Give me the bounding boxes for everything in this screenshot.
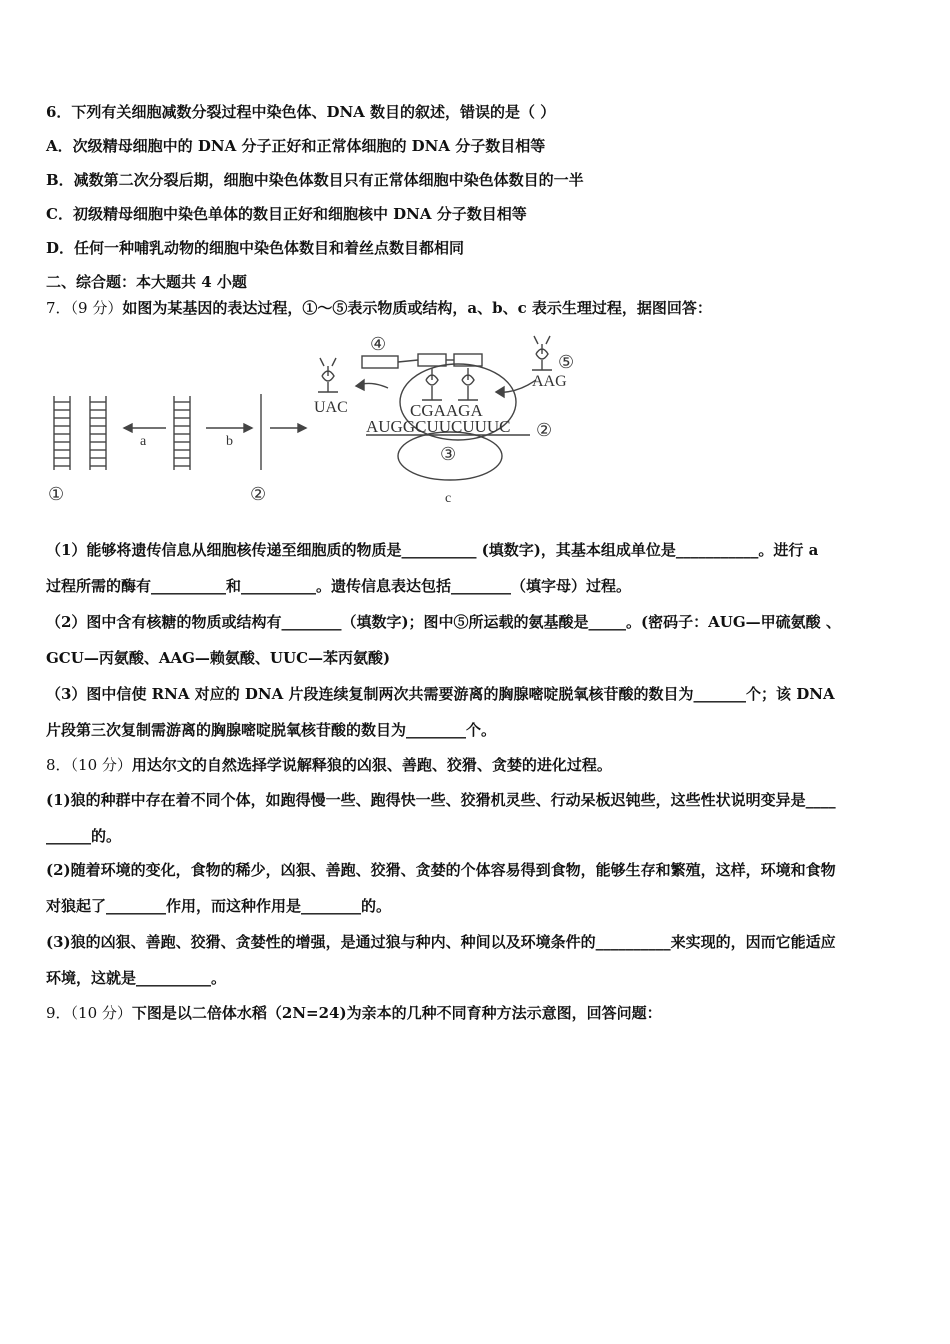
diagram-label-4: ④ <box>370 334 387 354</box>
diagram-label-c: c <box>445 491 452 506</box>
q7-part2-line1: （2）图中含有核糖的物质或结构有________（填数字)；图中⑤所运载的氨基酸是_____。(密码子：AUG—甲硫氨酸 、 <box>46 613 841 631</box>
q6-option-d: D．任何一种哺乳动物的细胞中染色体数目和着丝点数目都相同 <box>46 239 465 257</box>
q7-part1-line1: （1）能够将遗传信息从细胞核传递至细胞质的物质是__________ (填数字)，其基本组成单位是___________。进行 a <box>46 541 819 559</box>
q6-option-b: B．减数第二次分裂后期，细胞中染色体数目只有正常体细胞中染色体数目的一半 <box>46 171 584 189</box>
q7-score: （9 分） <box>70 299 123 317</box>
q7-part1-line2: 过程所需的酶有__________和__________。遗传信息表达包括________（填字母）过程。 <box>46 577 632 595</box>
q8-part2-line2: 对狼起了________作用，而这种作用是________的。 <box>46 897 392 915</box>
q9-score: （10 分） <box>70 1004 132 1022</box>
q7-stem-line <box>46 298 712 318</box>
q8-part1-line1: (1)狼的种群中存在着不同个体，如跑得慢一些、跑得快一些、狡猾机灵些、行动呆板迟钝些，这些性状说明变异是____ <box>46 791 836 809</box>
q8-score: （10 分） <box>70 756 132 774</box>
diagram-label-b: b <box>226 434 233 449</box>
q8-stem: 用达尔文的自然选择学说解释狼的凶狠、善跑、狡猾、贪婪的进化过程。 <box>131 756 612 774</box>
q9-number: 9． <box>46 1004 71 1022</box>
q9-stem-line <box>46 1003 662 1023</box>
diagram-label-3: ③ <box>440 444 457 464</box>
q7-part3-line2: 片段第三次复制需游离的胸腺嘧啶脱氧核苷酸的数目为________个。 <box>46 721 497 739</box>
q8-part1-line2: ______的。 <box>46 827 122 845</box>
diagram-label-2-lower: ② <box>250 484 267 504</box>
q9-stem: 下图是以二倍体水稻（2N=24)为亲本的几种不同育种方法示意图，回答问题： <box>131 1004 662 1022</box>
q8-stem-line <box>46 755 612 775</box>
q7-number: 7． <box>46 299 71 317</box>
q6-option-a: A．次级精母细胞中的 DNA 分子正好和正常体细胞的 DNA 分子数目相等 <box>46 137 546 155</box>
q7-part3-line1: （3）图中信使 RNA 对应的 DNA 片段连续复制两次共需要游离的胸腺嘧啶脱氧核苷酸的数目为_______个；该 DNA <box>46 685 835 703</box>
q8-number: 8． <box>46 756 71 774</box>
diagram-label-5: ⑤ <box>558 352 575 372</box>
diagram-label-1: ① <box>48 484 65 504</box>
diagram-mrna-sequence: AUGGCUUCUUUC <box>366 417 511 436</box>
diagram-label-2: ② <box>536 420 553 440</box>
q8-part2-line1: (2)随着环境的变化，食物的稀少，凶狠、善跑、狡猾、贪婪的个体容易得到食物，能够生存和繁殖，这样，环境和食物 <box>46 861 836 879</box>
q8-part3-line1: (3)狼的凶狠、善跑、狡猾、贪婪性的增强，是通过狼与种内、种间以及环境条件的__________来实现的，因而它能适应 <box>46 933 836 951</box>
diagram-anticodons: CGAAGA <box>410 401 483 420</box>
q6-option-c: C．初级精母细胞中染色单体的数目正好和细胞核中 DNA 分子数目相等 <box>46 205 527 223</box>
q7-stem: 如图为某基因的表达过程，①～⑤表示物质或结构，a、b、c 表示生理过程，据图回答： <box>122 299 712 317</box>
diagram-uac: UAC <box>314 399 348 416</box>
gene-expression-diagram <box>40 330 600 510</box>
q6-stem: 6．下列有关细胞减数分裂过程中染色体、DNA 数目的叙述，错误的是（ ） <box>46 103 556 121</box>
q8-part3-line2: 环境，这就是__________。 <box>46 969 227 987</box>
section-2-title: 二、综合题：本大题共 4 小题 <box>46 273 247 291</box>
diagram-label-a: a <box>140 434 147 449</box>
q7-part2-line2: GCU—丙氨酸、AAG—赖氨酸、UUC—苯丙氨酸) <box>46 649 391 667</box>
diagram-aag: AAG <box>532 373 567 390</box>
